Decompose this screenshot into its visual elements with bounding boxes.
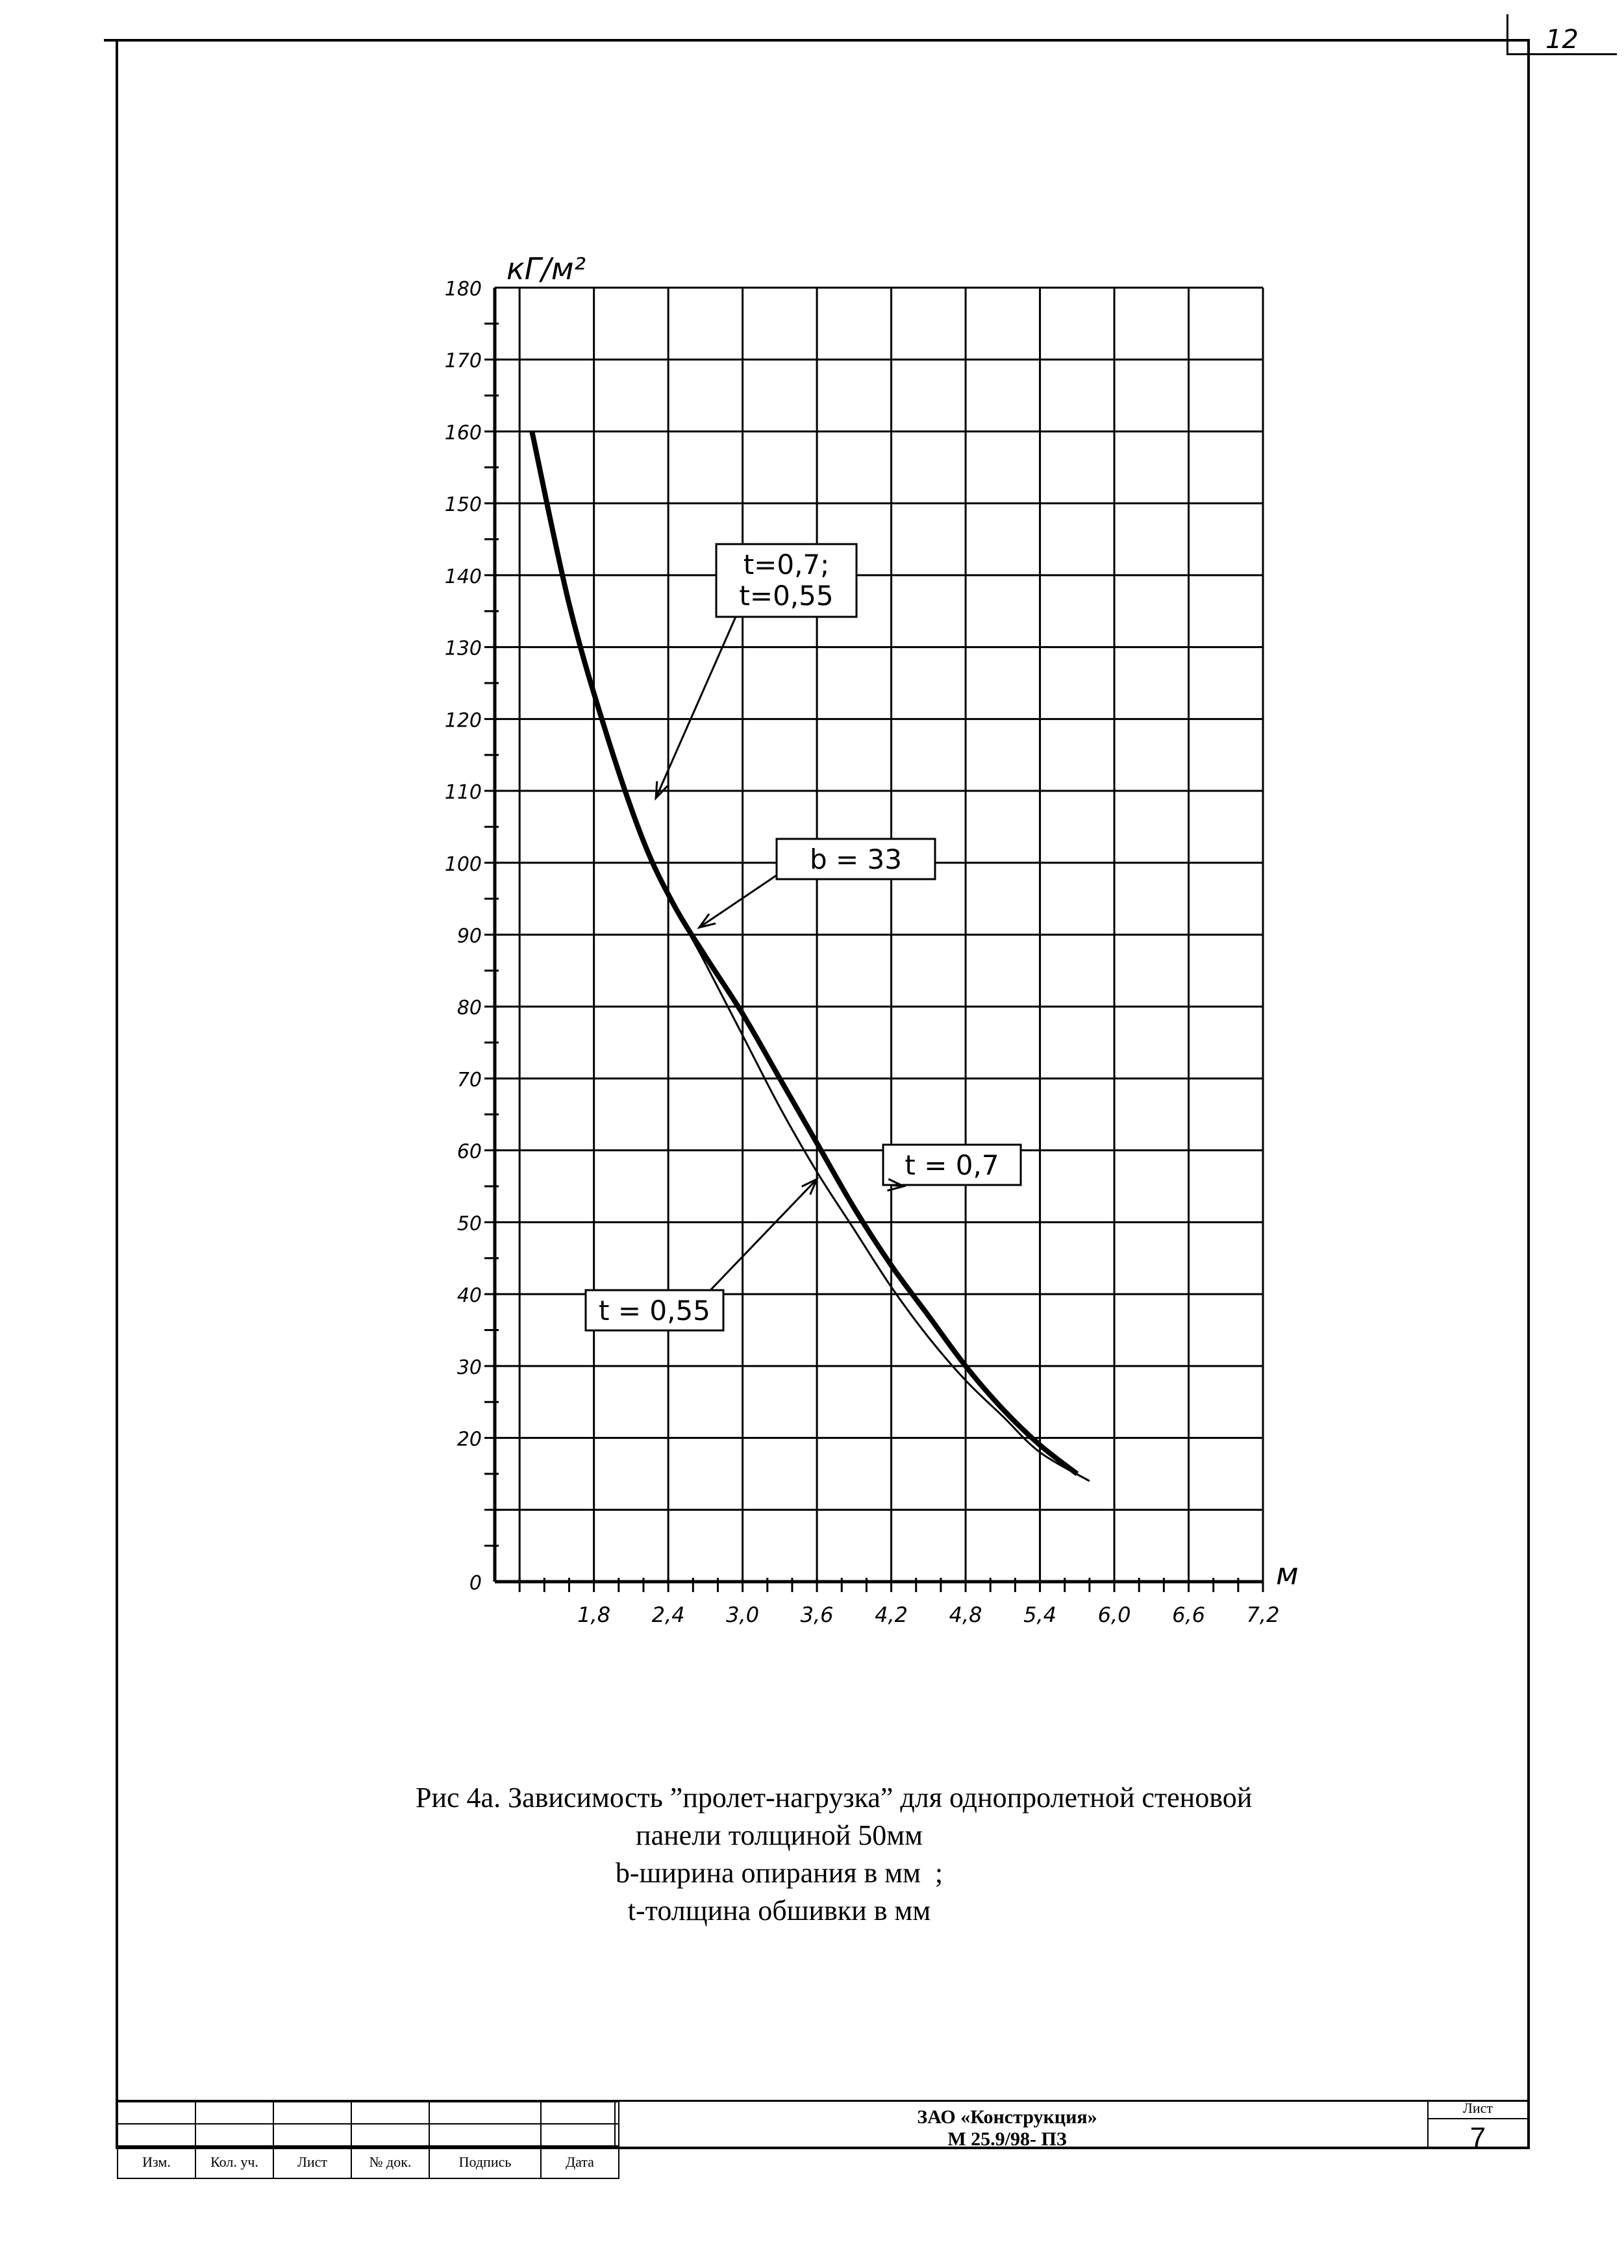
sheet-top-number: 12: [1545, 25, 1579, 55]
x-tick-label: 2,4: [651, 1602, 685, 1627]
y-tick-label: 40: [456, 1284, 482, 1308]
annotation-text: t=0,7;: [743, 549, 830, 580]
caption-line-1: Рис 4а. Зависимость ”пролет-нагрузка” для однопролетной стеновой: [416, 1782, 1253, 1813]
y-tick-label: 170: [444, 349, 482, 373]
y-tick-label: 130: [444, 637, 482, 660]
x-tick-label: 6,6: [1172, 1602, 1205, 1627]
y-tick-label: 140: [444, 565, 482, 588]
x-tick-label: 4,8: [949, 1602, 982, 1627]
caption-line-4: t-толщина обшивки в мм: [627, 1895, 931, 1926]
y-tick-label: 150: [444, 493, 482, 517]
annotation-leader-line: [699, 875, 777, 927]
y-tick-label: 80: [456, 997, 482, 1020]
revision-cell: [429, 2124, 541, 2146]
x-tick-label: 4,2: [875, 1602, 908, 1627]
y-tick-label: 90: [456, 925, 482, 948]
document-code: М 25.9/98- ПЗ: [947, 2128, 1067, 2150]
annotation-text: b = 33: [810, 843, 902, 875]
annotation-leader-line: [710, 1179, 817, 1290]
title-block-center: [616, 2102, 1399, 2148]
annotation-arrowhead: [699, 914, 716, 927]
x-tick-label: 5,4: [1023, 1602, 1056, 1627]
revision-cell: [351, 2124, 429, 2146]
y-tick-label: 100: [444, 853, 482, 876]
revision-cell: [118, 2124, 195, 2146]
x-tick-label: 3,0: [726, 1602, 760, 1627]
revision-cell: [118, 2102, 195, 2124]
revision-cell: [429, 2102, 541, 2124]
y-axis-label: кГ/м²: [506, 251, 586, 286]
y-tick-label: 120: [444, 709, 482, 732]
revision-cell: [273, 2124, 351, 2146]
y-tick-label: 30: [456, 1356, 482, 1379]
revision-cell: [351, 2102, 429, 2124]
revision-cell: [273, 2102, 351, 2124]
revision-cell: [541, 2102, 619, 2124]
header-doc-number: № док.: [351, 2146, 429, 2178]
sheet-box-divider: [1427, 2118, 1529, 2119]
chart-axes: [484, 288, 1263, 1592]
annotation-text: t = 0,7: [905, 1149, 999, 1181]
header-quantity: Кол. уч.: [195, 2146, 273, 2178]
x-tick-label: 6,0: [1097, 1602, 1131, 1627]
header-sheet: Лист: [273, 2146, 351, 2178]
annotation-t055: [586, 1179, 817, 1330]
caption-line-2: панели толщиной 50мм: [636, 1819, 923, 1851]
x-axis-label: м: [1276, 1556, 1299, 1591]
revision-cell: [195, 2124, 273, 2146]
x-tick-label: 7,2: [1246, 1602, 1280, 1627]
header-signature: Подпись: [429, 2146, 541, 2178]
y-tick-label: 20: [456, 1428, 482, 1451]
x-tick-label: 1,8: [577, 1602, 611, 1627]
header-date: Дата: [541, 2146, 619, 2178]
caption-line-3: b-ширина опирания в мм ;: [615, 1857, 943, 1889]
figure-caption: [325, 1779, 1253, 1930]
revision-cell: [541, 2124, 619, 2146]
y-tick-label: 70: [456, 1068, 482, 1091]
revision-cell: [195, 2102, 273, 2124]
y-tick-label: 0: [469, 1572, 482, 1595]
annotation-t07: [883, 1145, 1021, 1191]
annotation-both: [656, 544, 856, 798]
y-tick-label: 50: [456, 1212, 482, 1236]
header-change: Изм.: [118, 2146, 195, 2178]
revision-table: [117, 2101, 619, 2179]
sheet-label: Лист: [1462, 2100, 1493, 2116]
chart-ticks: [445, 278, 1280, 1627]
chart-grid: [495, 288, 1263, 1582]
annotation-text: t=0,55: [739, 580, 834, 612]
y-tick-label: 180: [444, 278, 482, 301]
x-tick-label: 3,6: [800, 1602, 834, 1627]
organization-name: ЗАО «Конструкция»: [917, 2106, 1097, 2128]
y-tick-label: 60: [456, 1140, 482, 1164]
sheet-number: 7: [1469, 2122, 1486, 2154]
y-tick-label: 110: [444, 781, 482, 804]
annotation-text: t = 0,55: [599, 1295, 710, 1327]
y-tick-label: 160: [444, 421, 482, 445]
chart-annotations: [586, 544, 1021, 1330]
